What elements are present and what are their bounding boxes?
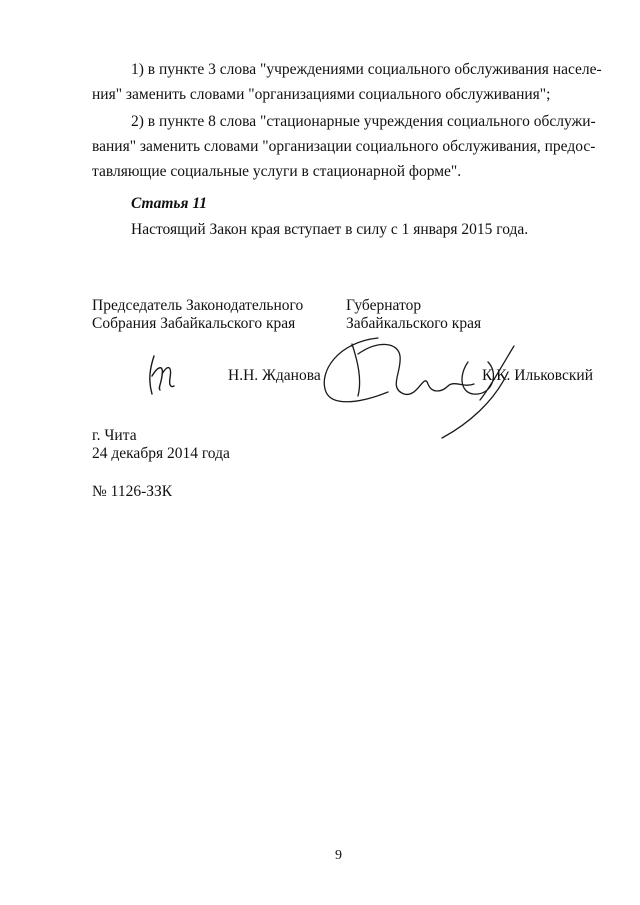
right-signatory-title-2: Забайкальского края (346, 315, 482, 332)
amendment-1-line-1: 1) в пункте 3 слова "учреждениями социального обслуживания населе- (131, 61, 602, 78)
law-number: № 1126-ЗЗК (92, 483, 173, 500)
amendment-2-line-3: тавляющие социальные услуги в стационарной форме". (92, 163, 462, 180)
amendment-2-line-2: вания" заменить словами "организации социального обслуживания, предос- (92, 138, 596, 155)
left-signatory-title-2: Собрания Забайкальского края (92, 315, 296, 332)
city: г. Чита (92, 427, 137, 444)
right-signatory-name: К.К. Ильковский (482, 367, 594, 384)
amendment-2-line-1: 2) в пункте 8 слова "стационарные учреждения социального обслужи- (131, 113, 596, 130)
left-signatory-title-1: Председатель Законодательного (92, 297, 304, 314)
amendment-1-line-2: ния" заменить словами "организациями социального обслуживания"; (92, 86, 551, 103)
page-number: 9 (335, 848, 342, 863)
article-heading: Статья 11 (131, 195, 208, 212)
signing-date: 24 декабря 2014 года (92, 445, 230, 462)
left-signatory-name: Н.Н. Жданова (228, 367, 321, 384)
left-signature (140, 350, 190, 400)
right-signatory-title-1: Губернатор (346, 297, 422, 314)
article-text: Настоящий Закон края вступает в силу с 1 января 2015 года. (131, 221, 529, 238)
right-signature (318, 332, 528, 442)
